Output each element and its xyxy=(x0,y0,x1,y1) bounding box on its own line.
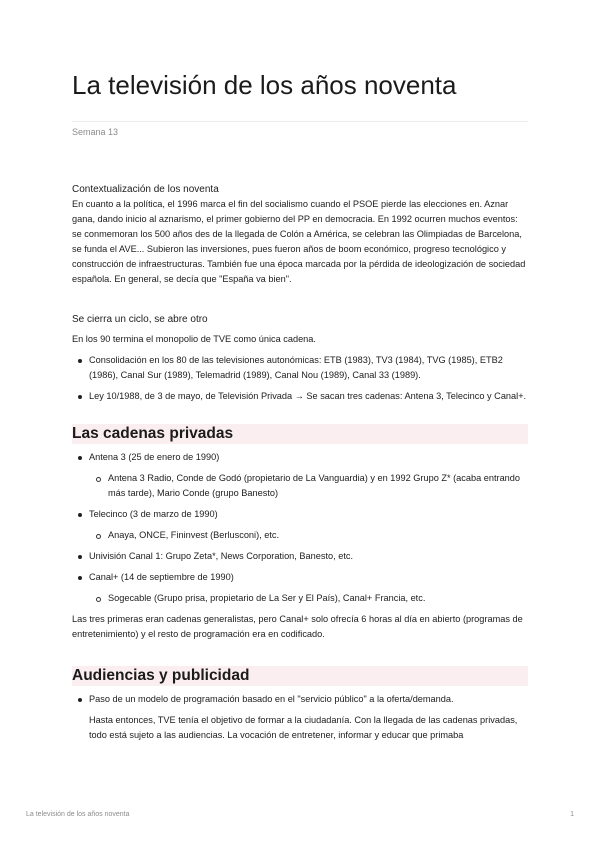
context-paragraph: En cuanto a la política, el 1996 marca el fin del socialismo cuando el PSOE pierde las elecciones en. Aznar gana, dando inicio al aznarismo, el primer gobierno del PP en democracia. En 1992 ocurren muchos eventos: se conmemoran los 500 años des de la llegada de Colón a América, se celebran las Olimpiadas de Barcelona, se funda el AVE... Subieron las inversiones, pues fueron años de boom económico, progreso tecnológico y construcción de infraestructuras. También fue una época marcada por la pérdida de ideologización de sociedad española. En general, se decía que "España va bien". xyxy=(72,199,526,284)
list-item: Ley 10/1988, de 3 de mayo, de Televisión Privada → Se sacan tres cadenas: Antena 3, Telecinco y Canal+. xyxy=(72,389,528,404)
list-item xyxy=(72,549,528,564)
sub-list xyxy=(91,471,528,501)
section-heading-audiencias: Audiencias y publicidad xyxy=(72,666,528,686)
footer-title: La televisión de los años noventa xyxy=(26,811,130,818)
ciclo-intro: En los 90 termina el monopolio de TVE como única cadena. xyxy=(72,334,316,344)
sub-list-item: Sogecable (Grupo prisa, propietario de La Ser y El País), Canal+ Francia, etc. xyxy=(91,591,528,606)
ciclo-list xyxy=(72,353,528,404)
page-title: La televisión de los años noventa xyxy=(72,70,457,100)
list-item: Consolidación en los 80 de las televisiones autonómicas: ETB (1983), TV3 (1984), TVG (1985), ETB2 (1986), Canal Sur (1989), Telemadrid (1989), Canal Nou (1989), Canal 33 (1989). xyxy=(72,353,528,383)
sub-list xyxy=(91,528,528,543)
section-heading-cadenas-privadas: Las cadenas privadas xyxy=(72,424,528,444)
list-item-label: Canal+ (14 de septiembre de 1990) xyxy=(89,572,234,582)
sub-list xyxy=(91,591,528,606)
sub-list-item: Antena 3 Radio, Conde de Godó (propietario de La Vanguardia) y en 1992 Grupo Z* (acaba entrando más tarde), Mario Conde (grupo Banesto) xyxy=(91,471,528,501)
cadenas-closing-paragraph: Las tres primeras eran cadenas generalistas, pero Canal+ solo ofrecía 6 horas al día en abierto (programas de entretenimiento) y el resto de programación era en codificado. xyxy=(72,614,523,639)
list-item-label: Telecinco (3 de marzo de 1990) xyxy=(89,509,218,519)
list-item xyxy=(72,507,528,543)
audiencias-list xyxy=(72,692,528,743)
section-heading-ciclo: Se cierra un ciclo, se abre otro xyxy=(72,314,208,325)
section-heading-contextualizacion: Contextualización de los noventa xyxy=(72,184,219,195)
document-body xyxy=(72,182,528,743)
list-item xyxy=(72,692,528,743)
list-item xyxy=(72,570,528,606)
footer-page-number: 1 xyxy=(570,811,574,818)
list-item-label: Paso de un modelo de programación basado en el "servicio público" a la oferta/demanda. xyxy=(89,694,454,704)
audiencias-sub-paragraph: Hasta entonces, TVE tenía el objetivo de formar a la ciudadanía. Con la llegada de las cadenas privadas, todo está sujeto a las audiencias. La vocación de entretener, informar y educar que primaba xyxy=(89,715,518,740)
list-item xyxy=(72,450,528,501)
title-divider xyxy=(72,121,528,122)
cadenas-list xyxy=(72,450,528,606)
list-item-label: Antena 3 (25 de enero de 1990) xyxy=(89,452,220,462)
list-item-label: Univisión Canal 1: Grupo Zeta*, News Corporation, Banesto, etc. xyxy=(89,551,354,561)
sub-list-item: Anaya, ONCE, Fininvest (Berlusconi), etc. xyxy=(91,528,528,543)
page-subtitle: Semana 13 xyxy=(72,127,119,137)
